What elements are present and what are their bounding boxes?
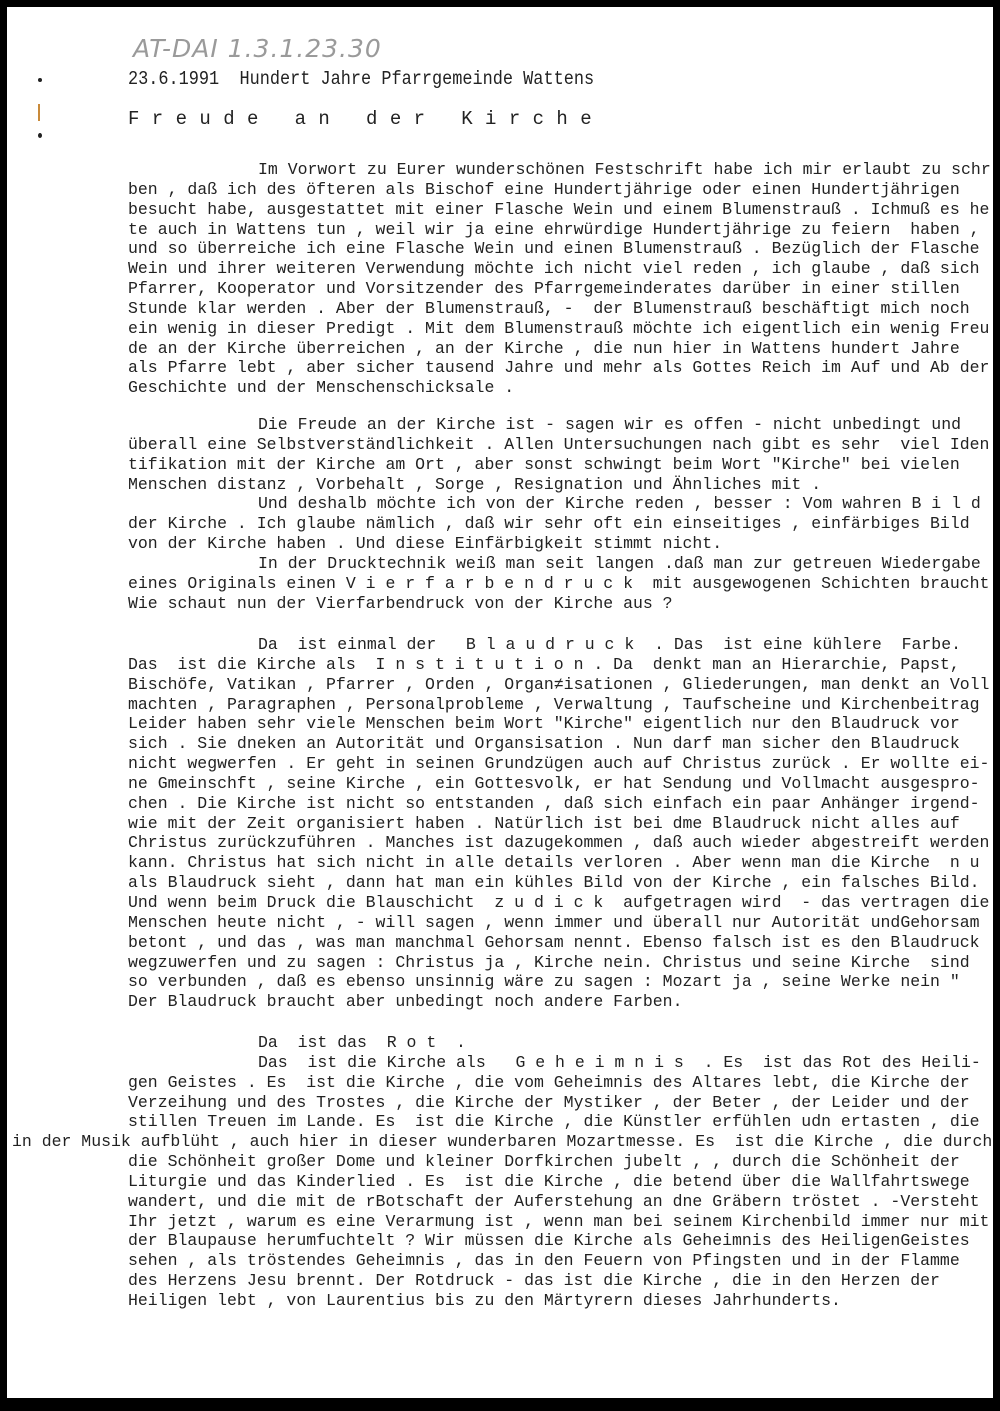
text-line: Da ist einmal der B l a u d r u c k . Das ist eine kühlere Farbe. [258,635,962,654]
text-line: Pfarrer, Kooperator und Vorsitzender des Pfarrgemeinderates darüber in einer stillen [128,279,960,299]
text-line: wandert, und die mit de rBotschaft der Auferstehung an dne Gräbern tröstet . -Versteht [128,1191,980,1211]
stain-mark [38,104,40,121]
text-line: kann. Christus hat sich nicht in alle details verloren . Aber wenn man die Kirche n u [128,853,980,873]
text-line: ben , daß ich des öfteren als Bischof eine Hundertjährige oder einen Hundertjährigen [128,179,960,199]
punch-mark [38,78,42,82]
text-line: wegzuwerfen und zu sagen : Christus ja , Kirche nein. Christus und seine Kirche sind [128,952,970,972]
text-line: Stunde klar werden . Aber der Blumenstrauß, - der Blumenstrauß beschäftigt mich noch [128,298,970,318]
paragraph [7,1033,993,1311]
text-line: als Pfarre lebt , aber sicher tausend Jahre und mehr als Gottes Reich im Auf und Ab der [128,358,990,378]
text-line: nicht wegwerfen . Er geht in seinen Grundzügen auch auf Christus zurück . Er wollte ei- [128,754,990,774]
text-line: sich . Sie dneken an Autorität und Organsisation . Nun darf man sicher den Blaudruck [128,734,960,754]
text-line: Geschichte und der Menschenschicksale . [128,378,515,398]
text-line: der Kirche . Ich glaube nämlich , daß wir sehr oft ein einseitiges , einfärbiges Bild [128,514,970,534]
archive-stamp: AT-DAI 1.3.1.23.30 [133,34,382,63]
document-title: Freude an der Kirche [128,108,605,130]
text-line: Die Freude an der Kirche ist - sagen wir es offen - nicht unbedingt und [258,415,962,434]
text-line: gen Geistes . Es ist die Kirche , die vom Geheimnis des Altares lebt, die Kirche der [128,1072,970,1092]
text-line: Das ist die Kirche als G e h e i m n i s . Es ist das Rot des Heili- [258,1052,981,1072]
text-line: die Schönheit großer Dome und kleiner Dorfkirchen jubelt , , durch die Schönheit der [128,1152,960,1172]
text-line: wie mit der Zeit organisiert haben . Natürlich ist bei dme Blaudruck nicht alles auf [128,813,960,833]
text-line: stillen Treuen im Lande. Es ist die Kirche , die Künstler erfühlen udn ertasten , die [128,1112,980,1132]
text-line: Bischöfe, Vatikan , Pfarrer , Orden , Organ≠isationen , Gliederungen, man denkt an Voll [128,674,990,694]
document-heading: 23.6.1991 Hundert Jahre Pfarrgemeinde Wattens [128,68,595,90]
text-line: betont , und das , was man manchmal Gehorsam nennt. Ebenso falsch ist es den Blaudruck [128,932,980,952]
document-page [7,7,993,1398]
text-line: Der Blaudruck braucht aber unbedingt noch andere Farben. [128,992,683,1012]
text-line: sehen , als tröstendes Geheimnis , das in den Feuern von Pfingsten und in der Flamme [128,1251,960,1271]
text-line: als Blaudruck sieht , dann hat man ein kühles Bild von der Kirche , ein falsches Bild. [128,873,980,893]
text-line: Da ist das R o t . [258,1033,466,1052]
text-line: Leider haben sehr viele Menschen beim Wort "Kirche" eigentlich nur den Blaudruck vor [128,714,960,734]
text-line: Ihr jetzt , warum es eine Verarmung ist , wenn man bei seinem Kirchenbild immer nur mit [128,1211,990,1231]
paragraph [7,160,993,398]
text-line: chen . Die Kirche ist nicht so entstanden , daß sich einfach ein paar Anhänger irgend- [128,793,980,813]
text-line: Christus zurückzuführen . Manches ist dazugekommen , daß auch wieder abgestreift werden [128,833,990,853]
text-line: in der Musik aufblüht , auch hier in dieser wunderbaren Mozartmesse. Es ist die Kirche , die durch [12,1132,993,1152]
text-line: Heiligen lebt , von Laurentius bis zu den Märtyrern dieses Jahrhunderts. [128,1290,841,1310]
text-line: Und wenn beim Druck die Blauschicht z u d i c k aufgetragen wird - das vertragen die [128,892,990,912]
text-line: von der Kirche haben . Und diese Einfärbigkeit stimmt nicht. [128,534,723,554]
text-line: besucht habe, ausgestattet mit einer Flasche Wein und einem Blumenstrauß . Ichmuß es he [128,199,990,219]
text-line: te auch in Wattens tun , weil wir ja eine ehrwürdige Hundertjährige zu feiern haben , [128,219,980,239]
paragraph [7,635,993,1012]
punch-mark [38,133,42,138]
text-line: ein wenig in dieser Predigt . Mit dem Blumenstrauß möchte ich eigentlich ein wenig Freu [128,318,990,338]
text-line: ne Gmeinschft , seine Kirche , ein Gottesvolk, er hat Sendung und Vollmacht ausgespro- [128,773,980,793]
text-line: Menschen heute nicht , - will sagen , wenn immer und überall nur Autorität undGehorsam [128,912,980,932]
text-line: de an der Kirche überreichen , an der Kirche , die nun hier in Wattens hundert Jahre [128,338,960,358]
text-line: Das ist die Kirche als I n s t i t u t i o n . Da denkt man an Hierarchie, Papst, [128,654,960,674]
text-line: so verbunden , daß es ebenso unsinnig wäre zu sagen : Mozart ja , seine Werke nein " [128,972,960,992]
text-line: Wein und ihrer weiteren Verwendung möchte ich nicht viel reden , ich glaube , daß sich [128,259,980,279]
text-line: Liturgie und das Kinderlied . Es ist die Kirche , die betend über die Wallfahrtswege [128,1171,970,1191]
text-line: tifikation mit der Kirche am Ort , aber sonst schwingt beim Wort "Kirche" bei vielen [128,454,960,474]
text-line: und so überreiche ich eine Flasche Wein und einen Blumenstrauß . Bezüglich der Flasche [128,239,980,259]
text-line: Im Vorwort zu Eurer wunderschönen Festschrift habe ich mir erlaubt zu schr [258,160,991,179]
paragraph [7,415,993,613]
text-line: In der Drucktechnik weiß man seit langen .daß man zur getreuen Wiedergabe [258,553,981,573]
text-line: Verzeihung und des Trostes , die Kirche der Mystiker , der Beter , der Leider und der [128,1092,970,1112]
text-line: Wie schaut nun der Vierfarbendruck von der Kirche aus ? [128,593,673,613]
text-line: machten , Paragraphen , Personalprobleme , Verwaltung , Taufscheine und Kirchenbeitrag [128,694,980,714]
text-line: der Blaupause herumfuchtelt ? Wir müssen die Kirche als Geheimnis des HeiligenGeistes [128,1231,970,1251]
text-line: überall eine Selbstverständlichkeit . Allen Untersuchungen nach gibt es sehr viel Iden [128,434,990,454]
text-line: Und deshalb möchte ich von der Kirche reden , besser : Vom wahren B i l d [258,494,981,514]
text-line: Menschen distanz , Vorbehalt , Sorge , Resignation und Ähnliches mit . [128,474,822,494]
text-line: des Herzens Jesu brennt. Der Rotdruck - das ist die Kirche , die in den Herzen der [128,1271,940,1291]
text-line: eines Originals einen V i e r f a r b e n d r u c k mit ausgewogenen Schichten braucht [128,573,990,593]
